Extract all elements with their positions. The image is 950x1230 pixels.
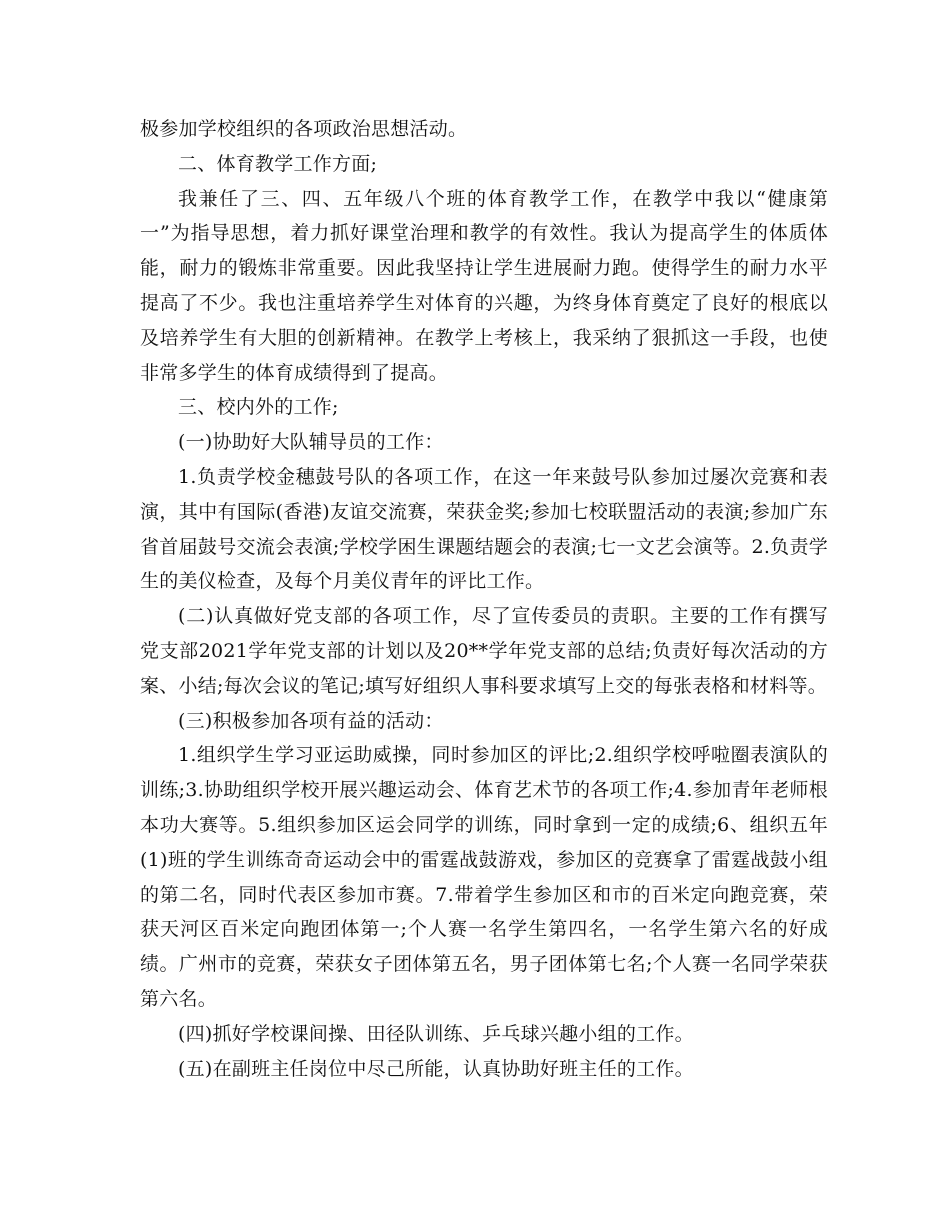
paragraph-drum-team: 1.负责学校金穗鼓号队的各项工作，在这一年来鼓号队参加过屡次竞赛和表演，其中有国际(香港)友谊交流赛，荣获金奖;参加七校联盟活动的表演;参加广东省首届鼓号交流会表演;学校学困生课题结题会的表演;七一文艺会演等。2.负责学生的美仪检查，及每个月美仪青年的评比工作。 bbox=[140, 465, 828, 593]
subheading-assist-counselor: (一)协助好大队辅导员的工作： bbox=[178, 431, 444, 454]
paragraph-teaching-work: 我兼任了三、四、五年级八个班的体育教学工作，在教学中我以“健康第一”为指导思想，着力抓好课堂治理和教学的有效性。我认为提高学生的体质体能，耐力的锻炼非常重要。因此我坚持让学生进展耐力跑。使得学生的耐力水平提高了不少。我也注重培养学生对体育的兴趣，为终身体育奠定了良好的根底以及培养学生有大胆的创新精神。在教学上考核上，我采纳了狠抓这一手段，也使非常多学生的体育成绩得到了提高。 bbox=[140, 187, 828, 384]
section-heading-school-work: 三、校内外的工作; bbox=[178, 396, 339, 419]
section-heading-teaching: 二、体育教学工作方面; bbox=[178, 152, 378, 175]
paragraph-assistant-teacher: (五)在副班主任岗位中尽己所能，认真协助好班主任的工作。 bbox=[178, 1057, 694, 1080]
paragraph-activities-list: 1.组织学生学习亚运助威操，同时参加区的评比;2.组织学校呼啦圈表演队的训练;3.协助组织学校开展兴趣运动会、体育艺术节的各项工作;4.参加青年老师根本功大赛等。5.组织参加区运会同学的训练，同时拿到一定的成绩;6、组织五年(1)班的学生训练奇奇运动会中的雷霆战鼓游戏，参加区的竞赛拿了雷霆战鼓小组的第二名，同时代表区参加市赛。7.带着学生参加区和市的百米定向跑竞赛，荣获天河区百米定向跑团体第一;个人赛一名学生第四名，一名学生第六名的好成绩。广州市的竞赛，荣获女子团体第五名，男子团体第七名;个人赛一名同学荣获第六名。 bbox=[140, 744, 828, 1010]
subheading-activities: (三)积极参加各项有益的活动： bbox=[178, 709, 444, 732]
paragraph-exercise-training: (四)抓好学校课间操、田径队训练、乒乓球兴趣小组的工作。 bbox=[178, 1022, 694, 1045]
paragraph-continuation: 极参加学校组织的各项政治思想活动。 bbox=[140, 118, 468, 140]
document-body bbox=[140, 112, 828, 1086]
paragraph-party-branch: (二)认真做好党支部的各项工作，尽了宣传委员的责职。主要的工作有撰写党支部2021学年党支部的计划以及20**学年党支部的总结;负责好每次活动的方案、小结;每次会议的笔记;填写好组织人事科要求填写上交的每张表格和材料等。 bbox=[140, 605, 828, 697]
